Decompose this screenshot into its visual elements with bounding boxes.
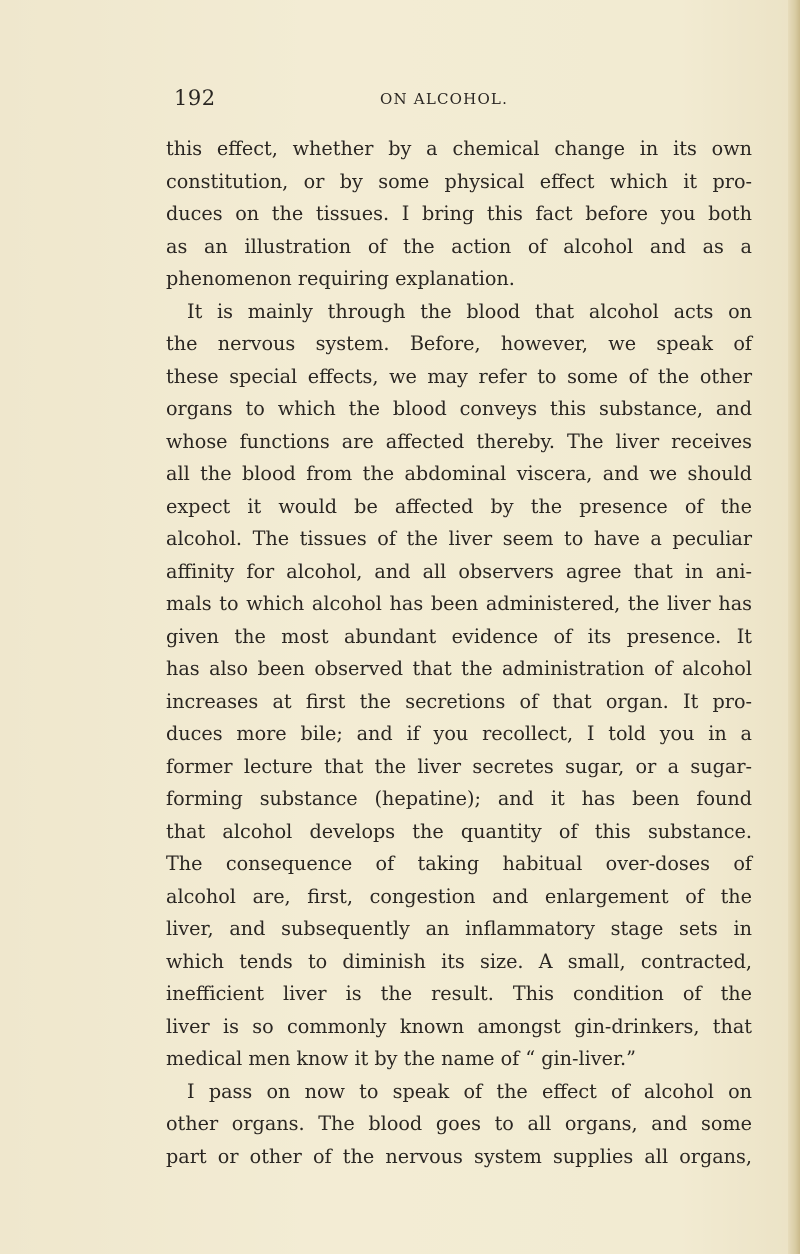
text-line: The consequence of taking habitual over-doses of xyxy=(166,852,752,875)
text-line: organs to which the blood conveys this substance, and xyxy=(166,397,752,420)
text-line: inefficient liver is the result. This condition of the xyxy=(166,982,752,1005)
page-number: 192 xyxy=(174,86,216,110)
text-line: whose functions are affected thereby. The liver receives xyxy=(166,429,752,453)
text-line: expect it would be affected by the presence of the xyxy=(166,494,752,518)
text-line: duces on the tissues. I bring this fact before you both xyxy=(166,202,752,225)
text-line: affinity for alcohol, and all observers agree that in ani- xyxy=(166,559,752,583)
text-line: this effect, whether by a chemical change in its own xyxy=(166,137,752,160)
text-line: which tends to diminish its size. A small, contracted, xyxy=(166,949,752,973)
text-line: mals to which alcohol has been administered, the liver has xyxy=(166,592,752,615)
text-line: liver, and subsequently an inflammatory stage sets in xyxy=(166,917,752,940)
text-line: part or other of the nervous system supplies all organs, xyxy=(166,1144,752,1168)
text-line: increases at first the secretions of that organ. It pro- xyxy=(166,689,752,713)
text-line: liver is so commonly known amongst gin-drinkers, that xyxy=(166,1014,752,1038)
text-line: as an illustration of the action of alcohol and as a xyxy=(166,234,752,258)
paragraph-start-line: It is mainly through the blood that alcohol acts on xyxy=(187,299,752,323)
text-line: the nervous system. Before, however, we speak of xyxy=(166,332,752,355)
text-line: given the most abundant evidence of its presence. It xyxy=(166,624,752,648)
page-header xyxy=(174,86,744,116)
text-line: alcohol. The tissues of the liver seem to have a peculiar xyxy=(166,527,752,550)
text-line: other organs. The blood goes to all organs, and some xyxy=(166,1112,752,1135)
running-head: ON ALCOHOL. xyxy=(380,90,509,108)
text-line: phenomenon requiring explanation. xyxy=(166,267,515,290)
text-line: has also been observed that the administration of alcohol xyxy=(166,657,752,680)
text-line: these special effects, we may refer to some of the other xyxy=(166,364,752,388)
page-edge xyxy=(788,0,800,1254)
text-line: duces more bile; and if you recollect, I told you in a xyxy=(166,722,752,745)
paragraph-start-line: I pass on now to speak of the effect of alcohol on xyxy=(187,1079,752,1103)
body-text xyxy=(166,133,752,1173)
text-line: all the blood from the abdominal viscera, and we should xyxy=(166,462,752,485)
text-line: constitution, or by some physical effect which it pro- xyxy=(166,169,752,193)
text-line: medical men know it by the name of “ gin-liver.” xyxy=(166,1047,636,1070)
text-line: that alcohol develops the quantity of this substance. xyxy=(166,819,752,843)
text-line: forming substance (hepatine); and it has been found xyxy=(166,787,752,810)
text-line: former lecture that the liver secretes sugar, or a sugar- xyxy=(166,754,752,778)
text-line: alcohol are, first, congestion and enlargement of the xyxy=(166,884,752,908)
